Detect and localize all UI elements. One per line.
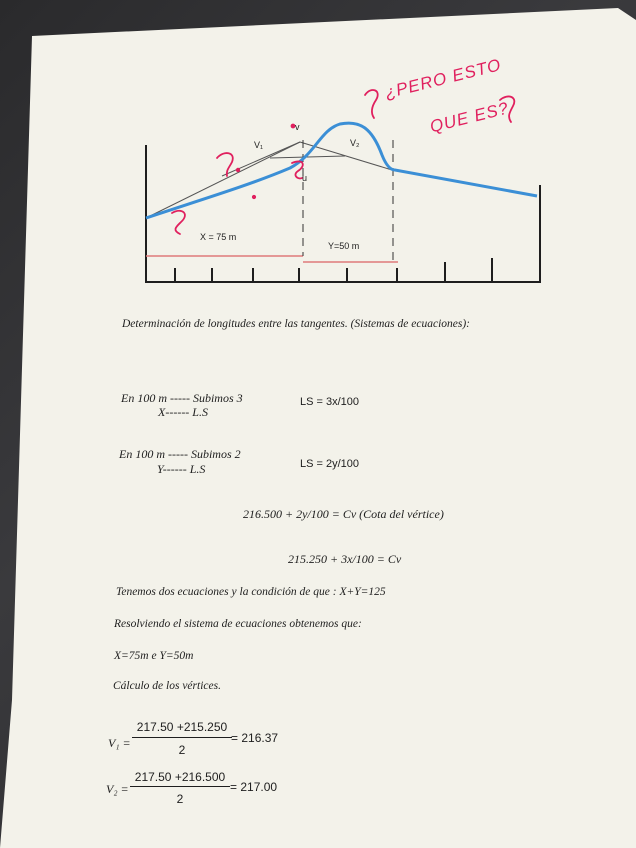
label-y-dimension: Y=50 m (328, 241, 360, 251)
rule1-line1: En 100 m ----- Subimos 3 (121, 391, 243, 405)
formula-ls-x: LS = 3x/100 (300, 396, 360, 408)
label-x-dimension: X = 75 m (200, 232, 237, 242)
equation-1: 216.500 + 2y/100 = Cv (Cota del vértice) (243, 507, 444, 521)
rule2-line1: En 100 m ----- Subimos 2 (119, 447, 241, 461)
v2-denominator: 2 (176, 792, 184, 806)
section-heading: Determinación de longitudes entre las tangentes. (Sistemas de ecuaciones): (122, 318, 471, 330)
equation-2: 215.250 + 3x/100 = Cv (288, 552, 402, 566)
v2-result: = 217.00 (230, 780, 278, 794)
label-v: v (295, 122, 300, 132)
v2-numerator: 217.50 +216.500 (134, 770, 226, 784)
handwritten-question-line1: ¿PERO ESTO (383, 55, 504, 103)
v1-fraction-bar (132, 737, 232, 738)
label-v1: V₁ (254, 140, 264, 150)
v2-label: V₂ = (106, 782, 129, 796)
formula-ls-y: LS = 2y/100 (300, 458, 360, 470)
handwritten-question-line2: QUE ES? (428, 98, 511, 137)
v1-label: V₁ = (108, 736, 131, 750)
result-text: X=75m e Y=50m (114, 650, 194, 662)
label-u: u (302, 173, 308, 183)
condition-text: Tenemos dos ecuaciones y la condición de que : X+Y=125 (116, 586, 386, 598)
label-v2: V₂ (350, 138, 360, 148)
rule2-line2: Y------ L.S (157, 462, 206, 476)
resolve-text: Resolviendo el sistema de ecuaciones obtenemos que: (114, 618, 362, 630)
rule1-line2: X------ L.S (158, 405, 208, 419)
v1-numerator: 217.50 +215.250 (136, 720, 228, 734)
v2-fraction-bar (130, 786, 230, 787)
v1-denominator: 2 (178, 743, 186, 757)
paper-background (0, 8, 636, 848)
calc-heading: Cálculo de los vértices. (113, 680, 221, 692)
v1-result: = 216.37 (231, 731, 279, 745)
